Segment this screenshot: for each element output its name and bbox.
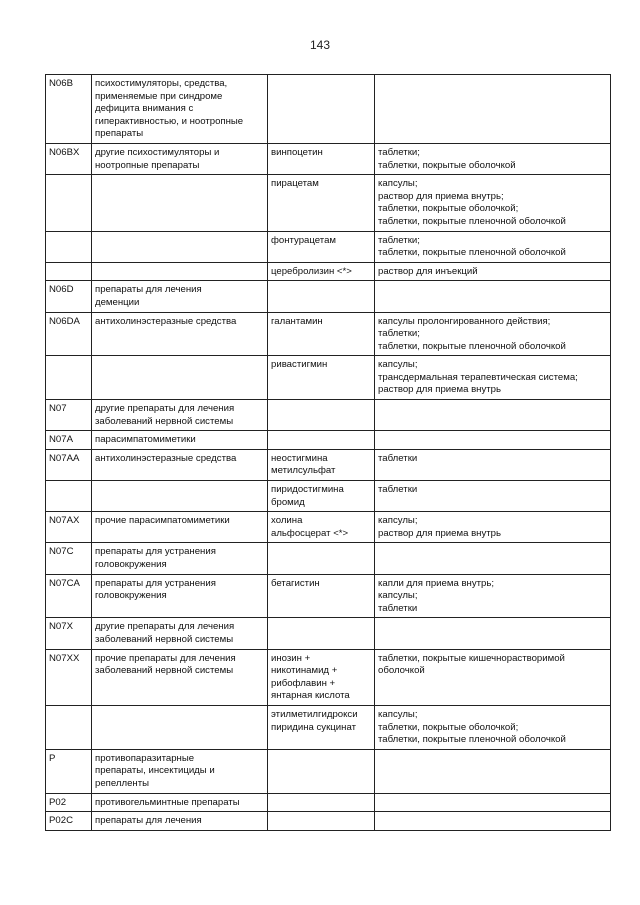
dosage-form-cell: капсулы; раствор для приема внутрь; таблетки, покрытые оболочкой; таблетки, покрытые пленочной оболочкой xyxy=(375,175,611,231)
table-body xyxy=(46,75,611,831)
dosage-form-cell: таблетки; таблетки, покрытые оболочкой xyxy=(375,143,611,174)
dosage-form-cell: таблетки xyxy=(375,449,611,480)
dosage-form-cell: капсулы; трансдермальная терапевтическая система; раствор для приема внутрь xyxy=(375,356,611,400)
drug-name-cell: церебролизин <*> xyxy=(268,262,375,281)
table-row xyxy=(46,574,611,618)
dosage-form-cell xyxy=(375,543,611,574)
table-row xyxy=(46,512,611,543)
drug-name-cell: холина альфосцерат <*> xyxy=(268,512,375,543)
anatomical-group-cell: противогельминтные препараты xyxy=(92,793,268,812)
drug-name-cell: винпоцетин xyxy=(268,143,375,174)
atc-code-cell: N07AX xyxy=(46,512,92,543)
table-row xyxy=(46,431,611,450)
anatomical-group-cell xyxy=(92,481,268,512)
drug-name-cell xyxy=(268,618,375,649)
table-row xyxy=(46,749,611,793)
dosage-form-cell xyxy=(375,400,611,431)
dosage-form-cell: таблетки, покрытые кишечнорастворимой оболочкой xyxy=(375,649,611,705)
table-row xyxy=(46,175,611,231)
anatomical-group-cell: препараты для устранения головокружения xyxy=(92,543,268,574)
dosage-form-cell xyxy=(375,618,611,649)
dosage-form-cell: капли для приема внутрь; капсулы; таблетки xyxy=(375,574,611,618)
drug-name-cell: ривастигмин xyxy=(268,356,375,400)
drug-name-cell: этилметилгидрокси пиридина сукцинат xyxy=(268,705,375,749)
anatomical-group-cell: противопаразитарные препараты, инсектициды и репелленты xyxy=(92,749,268,793)
table-row xyxy=(46,281,611,312)
anatomical-group-cell xyxy=(92,175,268,231)
table-row xyxy=(46,649,611,705)
table-row xyxy=(46,481,611,512)
anatomical-group-cell: другие психостимуляторы и ноотропные препараты xyxy=(92,143,268,174)
table-row xyxy=(46,262,611,281)
dosage-form-cell xyxy=(375,812,611,831)
table-row xyxy=(46,812,611,831)
drug-name-cell: галантамин xyxy=(268,312,375,356)
table-row xyxy=(46,793,611,812)
dosage-form-cell xyxy=(375,793,611,812)
anatomical-group-cell: антихолинэстеразные средства xyxy=(92,312,268,356)
atc-code-cell xyxy=(46,262,92,281)
drug-name-cell xyxy=(268,75,375,144)
anatomical-group-cell: препараты для лечения деменции xyxy=(92,281,268,312)
atc-code-cell xyxy=(46,705,92,749)
atc-code-cell: N07CA xyxy=(46,574,92,618)
anatomical-group-cell: препараты для устранения головокружения xyxy=(92,574,268,618)
anatomical-group-cell xyxy=(92,262,268,281)
table-row xyxy=(46,231,611,262)
drug-name-cell xyxy=(268,812,375,831)
atc-code-cell: N07X xyxy=(46,618,92,649)
anatomical-group-cell: антихолинэстеразные средства xyxy=(92,449,268,480)
atc-code-cell xyxy=(46,481,92,512)
table-row xyxy=(46,705,611,749)
table-row xyxy=(46,543,611,574)
anatomical-group-cell: другие препараты для лечения заболеваний нервной системы xyxy=(92,400,268,431)
atc-code-cell: N07C xyxy=(46,543,92,574)
atc-code-cell xyxy=(46,356,92,400)
atc-code-cell: P02 xyxy=(46,793,92,812)
dosage-form-cell: раствор для инъекций xyxy=(375,262,611,281)
dosage-form-cell: таблетки; таблетки, покрытые пленочной оболочкой xyxy=(375,231,611,262)
dosage-form-cell: капсулы; раствор для приема внутрь xyxy=(375,512,611,543)
drug-name-cell xyxy=(268,793,375,812)
atc-code-cell xyxy=(46,231,92,262)
drug-name-cell xyxy=(268,543,375,574)
table-row xyxy=(46,618,611,649)
anatomical-group-cell: парасимпатомиметики xyxy=(92,431,268,450)
drug-name-cell xyxy=(268,431,375,450)
drug-classification-table xyxy=(45,74,611,831)
atc-code-cell: N06D xyxy=(46,281,92,312)
drug-name-cell: инозин + никотинамид + рибофлавин + янтарная кислота xyxy=(268,649,375,705)
table-row xyxy=(46,143,611,174)
dosage-form-cell xyxy=(375,749,611,793)
drug-name-cell: фонтурацетам xyxy=(268,231,375,262)
anatomical-group-cell: прочие парасимпатомиметики xyxy=(92,512,268,543)
dosage-form-cell: капсулы пролонгированного действия; таблетки; таблетки, покрытые пленочной оболочкой xyxy=(375,312,611,356)
dosage-form-cell xyxy=(375,75,611,144)
table-row xyxy=(46,75,611,144)
anatomical-group-cell xyxy=(92,231,268,262)
atc-code-cell: N07 xyxy=(46,400,92,431)
atc-code-cell: N07A xyxy=(46,431,92,450)
anatomical-group-cell xyxy=(92,705,268,749)
anatomical-group-cell: прочие препараты для лечения заболеваний нервной системы xyxy=(92,649,268,705)
table-row xyxy=(46,356,611,400)
atc-code-cell: N06DA xyxy=(46,312,92,356)
anatomical-group-cell: психостимуляторы, средства, применяемые при синдроме дефицита внимания с гиперактивностью, и ноотропные препараты xyxy=(92,75,268,144)
drug-name-cell: пиридостигмина бромид xyxy=(268,481,375,512)
drug-name-cell xyxy=(268,281,375,312)
atc-code-cell: P02C xyxy=(46,812,92,831)
dosage-form-cell xyxy=(375,281,611,312)
anatomical-group-cell: препараты для лечения xyxy=(92,812,268,831)
table-row xyxy=(46,312,611,356)
atc-code-cell: N06BX xyxy=(46,143,92,174)
atc-code-cell xyxy=(46,175,92,231)
atc-code-cell: P xyxy=(46,749,92,793)
anatomical-group-cell xyxy=(92,356,268,400)
table-row xyxy=(46,449,611,480)
dosage-form-cell: капсулы; таблетки, покрытые оболочкой; таблетки, покрытые пленочной оболочкой xyxy=(375,705,611,749)
drug-name-cell: пирацетам xyxy=(268,175,375,231)
table-row xyxy=(46,400,611,431)
dosage-form-cell xyxy=(375,431,611,450)
drug-name-cell xyxy=(268,400,375,431)
drug-name-cell xyxy=(268,749,375,793)
drug-name-cell: бетагистин xyxy=(268,574,375,618)
dosage-form-cell: таблетки xyxy=(375,481,611,512)
atc-code-cell: N06B xyxy=(46,75,92,144)
drug-name-cell: неостигмина метилсульфат xyxy=(268,449,375,480)
atc-code-cell: N07XX xyxy=(46,649,92,705)
anatomical-group-cell: другие препараты для лечения заболеваний нервной системы xyxy=(92,618,268,649)
atc-code-cell: N07AA xyxy=(46,449,92,480)
page-number: 143 xyxy=(309,38,331,52)
